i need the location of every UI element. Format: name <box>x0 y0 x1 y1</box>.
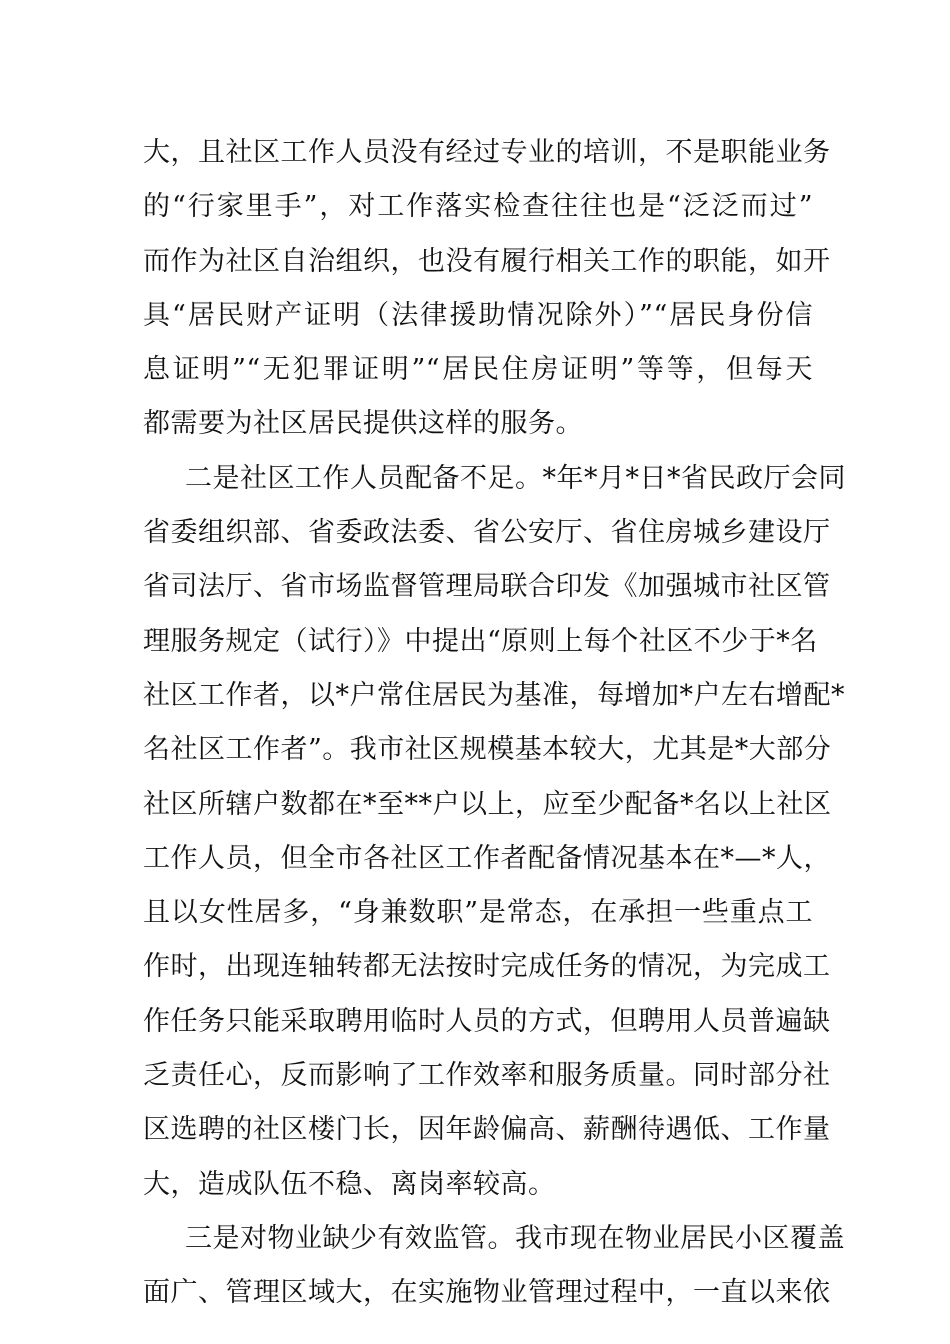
paragraph-point-three <box>143 1212 845 1321</box>
text-line: 的“行家里手”，对工作落实检查往往也是“泛泛而过” <box>143 191 813 223</box>
text-line: 名社区工作者”。我市社区规模基本较大，尤其是*大部分 <box>143 734 832 766</box>
text-line: 具“居民财产证明（法律援助情况除外）”“居民身份信 <box>143 299 813 331</box>
body-text <box>143 126 846 1321</box>
text-line: 省司法厅、省市场监督管理局联合印发《加强城市社区管 <box>143 571 831 603</box>
text-line: 面广、管理区域大，在实施物业管理过程中，一直以来依 <box>143 1277 831 1309</box>
text-line: 且以女性居多，“身兼数职”是常态，在承担一些重点工 <box>143 897 813 929</box>
text-line: 省委组织部、省委政法委、省公安厅、省住房城乡建设厅 <box>143 517 831 549</box>
text-line: 三是对物业缺少有效监管。我市现在物业居民小区覆盖 <box>185 1222 845 1254</box>
text-line: 理服务规定（试行）》中提出“原则上每个社区不少于*名 <box>143 625 818 657</box>
text-line: 社区工作者，以*户常住居民为基准，每增加*户左右增配* <box>143 679 845 711</box>
text-line: 作时，出现连轴转都无法按时完成任务的情况，为完成工 <box>143 951 831 983</box>
text-line: 大，造成队伍不稳、离岗率较高。 <box>143 1168 556 1200</box>
text-line: 工作人员，但全市各社区工作者配备情况基本在*—*人， <box>143 842 831 874</box>
text-line: 作任务只能采取聘用临时人员的方式，但聘用人员普遍缺 <box>143 1005 831 1037</box>
text-line: 大，且社区工作人员没有经过专业的培训，不是职能业务 <box>143 137 831 168</box>
text-line: 二是社区工作人员配备不足。*年*月*日*省民政厅会同 <box>185 462 846 494</box>
text-line: 社区所辖户数都在*至**户以上，应至少配备*名以上社区 <box>143 788 832 820</box>
paragraph-point-two <box>143 452 846 1212</box>
text-line: 而作为社区自治组织，也没有履行相关工作的职能，如开 <box>143 245 831 277</box>
text-line: 都需要为社区居民提供这样的服务。 <box>143 408 583 440</box>
text-line: 息证明”“无犯罪证明”“居民住房证明”等等，但每天 <box>143 354 813 386</box>
text-line: 乏责任心，反而影响了工作效率和服务质量。同时部分社 <box>143 1060 831 1092</box>
text-line: 区选聘的社区楼门长，因年龄偏高、薪酬待遇低、工作量 <box>143 1114 831 1146</box>
paragraph-continuation <box>143 126 831 452</box>
